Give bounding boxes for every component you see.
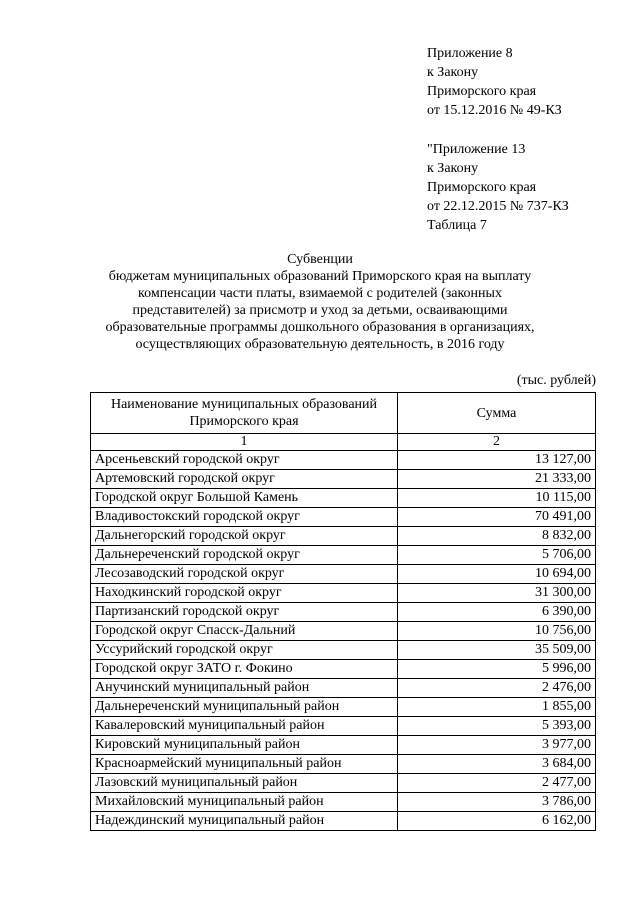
title-line: бюджетам муниципальных образований Приморского края на выплату [108, 269, 532, 284]
table-row [91, 812, 596, 831]
header-line: Приморского края [427, 180, 537, 195]
column-number: 2 [398, 434, 596, 451]
municipality-name: Анучинский муниципальный район [91, 679, 398, 698]
table-row [91, 774, 596, 793]
municipality-name: Находкинский городской округ [91, 584, 398, 603]
table-row [91, 546, 596, 565]
municipality-name: Михайловский муниципальный район [91, 793, 398, 812]
header-line: от 15.12.2016 № 49-КЗ [427, 103, 562, 118]
municipality-name: Дальнереченский муниципальный район [91, 698, 398, 717]
amount: 8 832,00 [398, 527, 596, 546]
header-line: "Приложение 13 [427, 142, 526, 157]
table-row [91, 508, 596, 527]
amount: 10 756,00 [398, 622, 596, 641]
header-line: к Закону [427, 161, 479, 176]
table-row [91, 793, 596, 812]
title-line: представителей) за присмотр и уход за детьми, осваивающими [132, 303, 508, 318]
table-row [91, 622, 596, 641]
municipality-name: Кировский муниципальный район [91, 736, 398, 755]
table-row [91, 470, 596, 489]
document-title [80, 251, 560, 353]
table-row [91, 736, 596, 755]
municipality-name: Городской округ Большой Камень [91, 489, 398, 508]
amount: 31 300,00 [398, 584, 596, 603]
amount: 1 855,00 [398, 698, 596, 717]
amount: 6 162,00 [398, 812, 596, 831]
table-label: Таблица 7 [427, 218, 487, 233]
table-row [91, 755, 596, 774]
municipality-name: Лесозаводский городской округ [91, 565, 398, 584]
subsidies-table [90, 392, 596, 831]
table-row [91, 565, 596, 584]
title-line: компенсации части платы, взимаемой с родителей (законных [138, 286, 502, 301]
column-number: 1 [91, 434, 398, 451]
title-line: образовательные программы дошкольного образования в организациях, [105, 320, 535, 335]
table-row [91, 717, 596, 736]
amount: 6 390,00 [398, 603, 596, 622]
table-row [91, 603, 596, 622]
amount: 5 393,00 [398, 717, 596, 736]
municipality-name: Владивостокский городской округ [91, 508, 398, 527]
amount: 35 509,00 [398, 641, 596, 660]
municipality-name: Артемовский городской округ [91, 470, 398, 489]
table-row [91, 641, 596, 660]
amount: 10 694,00 [398, 565, 596, 584]
municipality-name: Партизанский городской округ [91, 603, 398, 622]
column-header-sum: Сумма [398, 393, 596, 434]
municipality-name: Дальнереченский городской округ [91, 546, 398, 565]
table-row [91, 527, 596, 546]
table-row [91, 660, 596, 679]
municipality-name: Городской округ ЗАТО г. Фокино [91, 660, 398, 679]
amount: 70 491,00 [398, 508, 596, 527]
column-header-name: Наименование муниципальных образований Приморского края [91, 393, 398, 434]
header-line: к Закону [427, 65, 479, 80]
municipality-name: Арсеньевский городской округ [91, 451, 398, 470]
amount: 3 977,00 [398, 736, 596, 755]
header-line: от 22.12.2015 № 737-КЗ [427, 199, 569, 214]
table-row [91, 451, 596, 470]
table-row [91, 584, 596, 603]
table-row [91, 489, 596, 508]
municipality-name: Кавалеровский муниципальный район [91, 717, 398, 736]
column-number-row [91, 434, 596, 451]
amount: 21 333,00 [398, 470, 596, 489]
municipality-name: Надеждинский муниципальный район [91, 812, 398, 831]
municipality-name: Уссурийский городской округ [91, 641, 398, 660]
municipality-name: Городской округ Спасск-Дальний [91, 622, 398, 641]
amount: 13 127,00 [398, 451, 596, 470]
amount: 2 477,00 [398, 774, 596, 793]
title-line: осуществляющих образовательную деятельность, в 2016 году [135, 337, 505, 352]
appendix-header [427, 44, 632, 216]
amount: 10 115,00 [398, 489, 596, 508]
header-line: Приморского края [427, 84, 537, 99]
amount: 2 476,00 [398, 679, 596, 698]
table-body [91, 451, 596, 831]
amount: 5 996,00 [398, 660, 596, 679]
municipality-name: Красноармейский муниципальный район [91, 755, 398, 774]
amount: 3 684,00 [398, 755, 596, 774]
municipality-name: Дальнегорский городской округ [91, 527, 398, 546]
header-line: Приложение 8 [427, 46, 513, 61]
table-header-row [91, 393, 596, 434]
amount: 5 706,00 [398, 546, 596, 565]
table-row [91, 679, 596, 698]
municipality-name: Лазовский муниципальный район [91, 774, 398, 793]
table-row [91, 698, 596, 717]
amount: 3 786,00 [398, 793, 596, 812]
unit-label: (тыс. рублей) [516, 373, 596, 388]
title-line: Субвенции [287, 252, 353, 267]
